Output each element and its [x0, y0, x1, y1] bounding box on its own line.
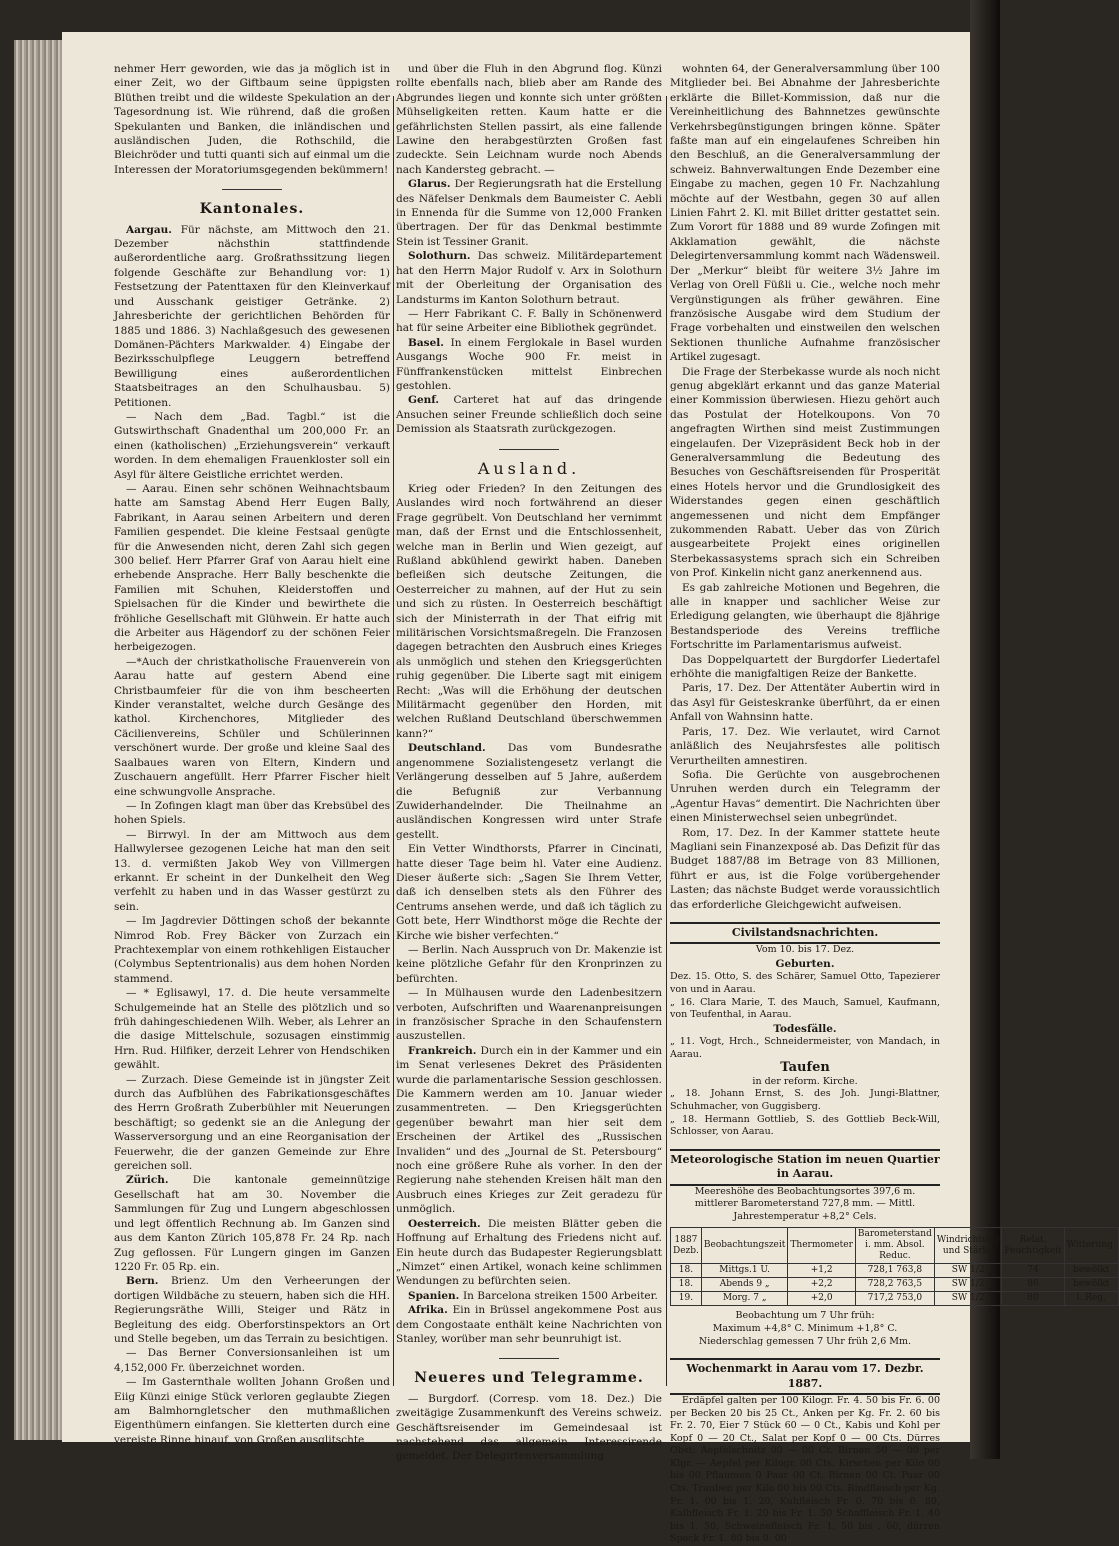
geburt-entry: „ 16. Clara Marie, T. des Mauch, Samuel, Kaufmann, von Teufenthal, in Aarau. [670, 996, 940, 1021]
article-paragraph [396, 393, 662, 436]
article-paragraph [396, 842, 662, 943]
article-lead: Glarus. [408, 178, 455, 191]
article-text: Ein Vetter Windthorsts, Pfarrer in Cincinati, hatte dieser Tage beim hl. Vater eine Audienz. Dieser äußerte sich: „Sagen Sie Ihrem Vetter, daß ich denselben stets als den Führer des Centrums ansehen werde, und daß ich täglich zu Gott bete, Herr Windthorst möge die Rechte der Kirche wie bisher verfechten.“ [396, 843, 662, 942]
weather-cell: SW 1/2 [934, 1278, 1002, 1292]
article-text: wohnten 64, der Generalversammlung über 100 Mitglieder bei. Bei Abnahme der Jahresberichte erklärte die Billet-Kommission, daß nur die Vereinheitlichung des Bahnnetzes gewünschte Verkehrsbegünstigungen bringen könne. Später faßte man auf ein eingelaufenes Schreiben hin den Beschluß, an die Generalversammlung der schweiz. Bahnverwaltungen Ende Dezember eine Eingabe zu machen, gegen 10 Fr. Nachzahlung möchte auf der Westbahn, gegen 30 auf allen Linien Fahrt 2. Kl. mit Billet dritter gestattet sein. Zum Vorort für 1888 und 89 wurde Zofingen mit Akklamation gewählt, die nächste Delegirtenversammlung kommt nach Wädensweil. Der „Merkur“ bleibt für weitere 3½ Jahre im Verlag von Orell Füßli u. Cie., welche noch mehr Vergünstigungen als früher gewähren. Eine französische Ausgabe wird dem Studium der Frage vorbehalten und einstweilen den welschen Sektionen thunliche Aufnahme französischer Artikel zugesagt. [670, 63, 940, 364]
page-stack-edge [14, 40, 64, 1440]
article-text: Paris, 17. Dez. Der Attentäter Aubertin wird in das Asyl für Geisteskranke überführt, da er einen Anfall von Wahnsinn hatte. [670, 682, 940, 724]
weather-cell: 728,2 763,5 [855, 1278, 934, 1292]
wochenmarkt-prices: Erdäpfel galten per 100 Kilogr. Fr. 4. 50 bis Fr. 6. 00 per Becken 20 bis 25 Ct., Anken per Kg. Fr. 2. 60 bis Fr. 2. 70, Eier 7 Stück 60 — 0 Ct., Kabis und Kohl per Kopf 0 — 20 Ct., Salat per Kopf 0 — 00 Cts. Dürres Obst: Aepfelschnitz 00 — 00 Ct. Birnen 50 — 00 per Klgr. — Aepfel per Kilogr. 00 Cts. Kirschen per Kilo 00 bis 00 Pflaumen 0 Paar 00 Ct. Birnen 00 Ct. Paar 00 Cts. Trauben per Kilo 00 bis 00 Cts. Rindfleisch per Kg. Fr. 1. 00 bis 1. 20, Kuhfleisch Fr. 0. 70 bis 0. 80, Kalbfleisch Fr. 1. 20 bis Fr. 1. 50 Schaffleisch Fr. 1. 40 bis 1. 50, Schweinefleisch Fr. 1. 50 bis . 60, dürren Speck Fr. 1. 80 bis 0. 00 [670, 1394, 940, 1545]
weather-cell: l. Reg. [1064, 1292, 1118, 1306]
article-text: Der Regierungsrath hat die Erstellung des Näfelser Denkmals dem Baumeister C. Aebli in Ennenda für die Summe von 12,000 Franken übertragen. Der für das Denkmal bestimmte Stein ist Tessiner Granit. [396, 178, 662, 248]
meteo-note: Niederschlag gemessen 7 Uhr früh 2,6 Mm. [698, 1335, 912, 1347]
article-text: Rom, 17. Dez. In der Kammer stattete heute Magliani sein Finanzexposé ab. Das Defizit für das Budget 1887/88 im Betrage von 83 Millionen, führt er aus, ist die Folge vorübergehender Lasten; das nächste Budget werde voraussichtlich das erforderliche Gleichgewicht aufweisen. [670, 826, 940, 911]
article-lead: Deutschland. [408, 742, 508, 755]
article-text: Durch ein in der Kammer und ein im Senat verlesenes Dekret des Präsidenten wurde die parlamentarische Session geschlossen. Die Kammern werden am 10. Januar wieder zusammentreten. — Den Kriegsgerüchten gegenüber bewahrt man hier seit dem Erscheinen der Artikel des „Russischen Invaliden“ und des „Journal de St. Petersbourg“ noch eine größere Ruhe als vorher. In den der Regierung nahe stehenden Kreisen hält man den Ausbruch eines Krieges zur Zeit geradezu für unmöglich. [396, 1044, 662, 1216]
weather-cell: bewölkt [1064, 1278, 1118, 1292]
article-text: — Birrwyl. In der am Mittwoch aus dem Hallwylersee gezogenen Leiche hat man den seit 13. d. vermißten Jakob Wey von Villmergen erkannt. Er scheint in der Dunkelheit den Weg verfehlt zu haben und in das Wasser gestürzt zu sein. [114, 828, 390, 913]
article-paragraph [396, 943, 662, 986]
article-text: — Das Berner Conversionsanleihen ist um 4,152,000 Fr. überzeichnet worden. [114, 1347, 390, 1374]
weather-cell: bewölkt [1064, 1264, 1118, 1278]
kantonales-articles [114, 223, 390, 1448]
article-text: Die meisten Blätter geben die Hoffnung auf Erhaltung des Friedens nicht auf. Ein heute durch das Budapester Regierungsblatt „Nimzet“ einen Artikel, wonach keine schlimmen Wendungen zu befürchten seien. [396, 1217, 662, 1288]
article-paragraph [114, 482, 390, 655]
article-text: In einem Ferglokale in Basel wurden Ausgangs Woche 900 Fr. meist in Fünffrankenstücken mittelst Einbrechen gestohlen. [396, 336, 663, 392]
civilstand-period: Vom 10. bis 17. Dez. [755, 944, 855, 956]
weather-table-body [671, 1264, 1119, 1306]
article-paragraph [114, 986, 390, 1072]
article-lead: Afrika. [408, 1304, 453, 1317]
weather-table-header [671, 1228, 1119, 1264]
meteo-note: Beobachtung um 7 Uhr früh: [735, 1310, 875, 1322]
weather-table [670, 1227, 1119, 1306]
article-paragraph [396, 1217, 662, 1289]
article-text: — In Zofingen klagt man über das Krebsübel des hohen Spiels. [114, 799, 390, 827]
article-text: Das Doppelquartett der Burgdorfer Liedertafel erhöhte die manigfaltigen Reize der Bankette. [670, 653, 940, 681]
article-paragraph [396, 741, 662, 842]
article-paragraph [114, 1346, 390, 1375]
weather-cell: +1,2 [788, 1264, 856, 1278]
column-rule-1 [393, 96, 394, 1386]
weather-cell: 74 [1002, 1264, 1064, 1278]
article-text: Die Frage der Sterbekasse wurde als noch nicht genug abgeklärt erkannt und das ganze Material einer Kommission überwiesen. Hiezu gehört auch das Postulat der Hotelkoupons. Von 70 angefragten Wirthen sind meist Zustimmungen eingelaufen. Der Vizepräsident Beck hob in der Generalversammlung die Bedeutung des Besuches von Geschäftsreisenden für Prosperität eines Hotels hervor und die Grundlosigkeit des Widerstandes gegen einen geschäftlich angemessenen und nicht dem Empfänger zukommenden Rabatt. Ueber das von Zürich ausgearbeitete Projekt eines originellen Sterbekassasystems sprach sich ein Schreiben von Prof. Kinkelin nicht ganz anerkennend aus. [670, 365, 940, 580]
article-paragraph [396, 1044, 662, 1217]
weather-row [671, 1292, 1119, 1306]
weather-cell: 86 [1002, 1278, 1064, 1292]
ausland-articles [396, 482, 662, 1346]
weather-row [671, 1278, 1119, 1292]
article-text: Das schweiz. Militärdepartement hat den Herrn Major Rudolf v. Arx in Solothurn mit der Oberleitung der Organisation des Landsturms im Kanton Solothurn betraut. [396, 250, 662, 306]
article-text: Die kantonale gemeinnützige Gesellschaft hat am 30. November die Sammlungen für Zug und Lungern abgeschlossen und legt öffentlich Rechnung ab. Im Ganzen sind aus dem Kanton Zürich 105,878 Fr. 24 Rp. nach Zug geflossen. Für Lungern gingen im Ganzen 1220 Fr. 05 Rp. ein. [114, 1174, 390, 1273]
article-paragraph [670, 826, 940, 912]
taufen-label: Taufen [780, 1060, 830, 1076]
weather-header-cell: Barometerstand i. mm. Absol. Reduc. [855, 1228, 934, 1264]
column-2 [396, 62, 663, 1463]
article-text: — Herr Fabrikant C. F. Bally in Schönenwerd hat für seine Arbeiter eine Bibliothek gegründet. [396, 307, 662, 335]
weather-cell: 18. [671, 1264, 702, 1278]
weather-header-cell: 1887 Dezb. [671, 1228, 702, 1264]
meteo-line-1: Meereshöhe des Beobachtungsortes 397,6 m. [694, 1185, 916, 1197]
article-text: In Barcelona streiken 1500 Arbeiter. [462, 1289, 658, 1302]
article-paragraph [114, 223, 390, 410]
todesfaelle-list [670, 1036, 940, 1061]
article-paragraph [670, 768, 940, 826]
article-paragraph [396, 986, 662, 1044]
geburten-label: Geburten. [775, 957, 835, 970]
weather-cell: +2,0 [788, 1292, 856, 1306]
taufe-entry: „ 18. Johann Ernst, S. des Joh. Jungi-Blattner, Schuhmacher, von Guggisberg. [670, 1088, 940, 1112]
article-paragraph [114, 1073, 390, 1174]
article-text: Paris, 17. Dez. Wie verlautet, wird Carnot anläßlich des Neujahrsfestes alle politisch Verurtheilten amnestiren. [670, 725, 940, 767]
article-paragraph [114, 1375, 390, 1447]
meteo-notes [670, 1310, 940, 1348]
article-paragraph [670, 725, 940, 768]
taufen-sub: in der reform. Kirche. [752, 1075, 858, 1087]
meteo-line-2: mittlerer Barometerstand 727,8 mm. — Mittl. Jahrestemperatur +8,2° Cels. [694, 1198, 916, 1222]
wochenmarkt-heading: Wochenmarkt in Aarau vom 17. Dezbr. 1887. [670, 1358, 940, 1395]
article-text: und über die Fluh in den Abgrund flog. Künzi rollte ebenfalls nach, blieb aber am Rande des Abgrundes liegen und konnte sich unter größten Mühseligkeiten retten. Kaum hatte er die gefährlichsten Stellen passirt, als eine fallende Lawine den herabgestürzten Großen fast zudeckte. Sein Leichnam wurde noch Abends nach Kandersteg gebracht. — [396, 63, 662, 176]
article-lead: Basel. [408, 336, 451, 349]
article-text: Krieg oder Frieden? In den Zeitungen des Auslandes wird noch fortwährend an dieser Frage gegrübelt. Von Deutschland her vernimmt man, daß der Ernst und die Entschlossenheit, welche man in Berlin und Wien gezeigt, auf Rußland abkühlend gewirkt haben. Daneben befleißen sich deutsche Zeitungen, die Oesterreicher zu mahnen, auf der Hut zu sein und sich zu rüsten. In Oesterreich beschäftigt sich der Ministerrath in der That eifrig mit militärischen Vorsichtsmaßregeln. Die Franzosen dagegen betrachten den Ausbruch eines Krieges als unmöglich und stehen den Kriegsgerüchten ruhig gegenüber. Die Liberte sagt mit einigem Recht: „Was will die Erhöhung der deutschen Militärmacht gegenüber den Horden, mit welchen Rußland Deutschland überschwemmen kann?“ [396, 482, 662, 740]
weather-cell: +2,2 [788, 1278, 856, 1292]
article-paragraph [114, 1274, 390, 1346]
article-paragraph [396, 482, 662, 741]
weather-header-cell: Relat. Feuchtigkeit [1002, 1228, 1064, 1264]
meteo-note: Maximum +4,8° C. Minimum +1,8° C. [712, 1322, 898, 1334]
article-text: — Aarau. Einen sehr schönen Weihnachtsbaum hatte am Samstag Abend Herr Eugen Bally, Fabrikant, in Aarau seinen Arbeitern und deren Familien gespendet. Die kleine Festsaal genügte für die Anwesenden nicht, deren Zahl sich gegen 300 belief. Herr Pfarrer Graf von Aarau hielt eine erhebende Ansprache. Herr Bally beschenkte die Familien mit Schuhen, Kleiderstoffen und Spielsachen für die Kinder und bewirthete die fröhliche Gesellschaft mit Glühwein. Er hatte auch die Arbeiter aus Hägendorf zu der schönen Feier herbeigezogen. [114, 482, 390, 654]
section-heading-kantonales: Kantonales. [199, 201, 305, 218]
article-lead: Frankreich. [408, 1044, 481, 1057]
article-paragraph [396, 336, 662, 394]
article-lead: Solothurn. [408, 250, 478, 263]
article-paragraph [114, 1173, 390, 1274]
weather-cell: Morg. 7 „ [701, 1292, 787, 1306]
weather-cell: SW 1/2 [934, 1292, 1002, 1306]
article-text: Brienz. Um den Verheerungen der dortigen Wildbäche zu steuern, haben sich die HH. Regierungsräthe Willi, Steiger und Rätz in Begleitung des eidg. Oberforstinspektors an Ort und Stelle begeben, um das Terrain zu besichtigen. [114, 1275, 390, 1345]
article-paragraph [114, 655, 390, 799]
weather-cell: 717,2 753,0 [855, 1292, 934, 1306]
article-paragraph [396, 62, 662, 177]
article-paragraph [114, 799, 390, 828]
weather-cell: 80 [1002, 1292, 1064, 1306]
neueres-paragraph: — Burgdorf. (Corresp. vom 18. Dez.) Die zweitägige Zusammenkunft des Vereins schweiz. Geschäftsreisender im Gemeindesaal ist nachstehend das allgemein Interessirende gemeldet. Der Delegirtenversammlung [396, 1392, 662, 1463]
article-text: Sofia. Die Gerüchte von ausgebrochenen Unruhen werden durch ein Telegramm der „Agentur Havas“ dementirt. Die Nachrichten über einen Ministerwechsel seien unbegründet. [670, 768, 940, 825]
weather-cell: 19. [671, 1292, 702, 1306]
weather-header-cell: Beobachtungszeit [701, 1228, 787, 1264]
article-text: — Im Jagdrevier Döttingen schoß der bekannte Nimrod Rob. Frey Bäcker von Zurzach ein Prachtexemplar von einem rothkehligen Eistaucher (Colymbus Septentrionalis) aus dem hohen Norden stammend. [114, 915, 390, 985]
article-lead: Oesterreich. [408, 1217, 488, 1230]
article-text: — Nach dem „Bad. Tagbl.“ ist die Gutswirthschaft Gnadenthal um 200,000 Fr. an einen (katholischen) „Erziehungsverein“ verkauft worden. In dem ehemaligen Frauenkloster soll ein Asyl für ältere Geistliche errichtet werden. [114, 410, 390, 481]
article-paragraph [114, 914, 390, 986]
separator [222, 189, 282, 190]
telegram-articles [670, 62, 940, 912]
weather-header-cell: Windrichtung und Stärke [934, 1228, 1002, 1264]
article-paragraph [670, 581, 940, 653]
article-paragraph [670, 653, 940, 682]
article-paragraph [670, 62, 940, 365]
article-text: Carteret hat auf das dringende Ansuchen seiner Freunde schließlich doch seine Demission als Staatsrath zurückgezogen. [396, 394, 662, 436]
article-text: Das vom Bundesrathe angenommene Sozialistengesetz verlangt die Verlängerung desselben auf 5 Jahre, außerdem die Befugniß zur Verbannung Zuwiderhandelnder. Die Theilnahme an ausländischen Kongressen wird unter Strafe gestellt. [396, 742, 662, 841]
article-lead: Aargau. [126, 223, 181, 236]
weather-header-cell: Thermometer [788, 1228, 856, 1264]
geburten-list [670, 971, 940, 1021]
article-lead: Bern. [126, 1275, 172, 1288]
geburt-entry: Dez. 15. Otto, S. des Schärer, Samuel Otto, Tapezierer von und in Aarau. [670, 971, 940, 995]
article-lead: Genf. [408, 394, 454, 407]
kantonales-continued [396, 62, 662, 437]
weather-cell: 728,1 763,8 [855, 1264, 934, 1278]
weather-cell: 18. [671, 1278, 702, 1292]
article-text: — * Eglisawyl, 17. d. Die heute versammelte Schulgemeinde hat an Stelle des plötzlich und so früh dahingeschiedenen Wilh. Weber, als Lehrer an die dasige Mittelschule, sozusagen einstimmig Hrn. Rud. Hilfiker, derzeit Lehrer von Hendschiken gewählt. [114, 987, 390, 1072]
civilstand-heading: Civilstandsnachrichten. [670, 922, 940, 944]
article-paragraph [396, 249, 662, 307]
article-paragraph [396, 307, 662, 336]
article-text: — Berlin. Nach Ausspruch von Dr. Makenzie ist keine plötzliche Gefahr für den Kronprinzen zu befürchten. [396, 943, 662, 985]
separator [499, 1358, 559, 1359]
weather-cell: Mittgs.1 U. [701, 1264, 787, 1278]
weather-cell: Abends 9 „ [701, 1278, 787, 1292]
taufen-list [670, 1088, 940, 1138]
article-text: Ein in Brüssel angekommene Post aus dem Congostaate enthält keine Nachrichten von Stanley, worüber man sehr beunruhigt ist. [396, 1304, 663, 1345]
article-lead: Zürich. [126, 1174, 193, 1187]
column-1 [114, 62, 390, 1446]
article-text: Es gab zahlreiche Motionen und Begehren, die alle in knapper und sachlicher Weise zur Erledigung gelangten, wie überhaupt die 8jährige Bestandsperiode des Vereins treffliche Fortschritte im Parlamentarismus aufweist. [670, 581, 940, 652]
weather-cell: SW 1/2 [934, 1264, 1002, 1278]
article-text: — Im Gasternthale wollten Johann Großen und Eiig Künzi einige Stück verloren geglaubte Ziegen am Balmhorngletscher den muthmaßlichen Eigenthümern einfangen. Sie kletterten durch eine vereiste Rinne hinauf, von Großen ausglitschte [114, 1376, 390, 1446]
weather-row [671, 1264, 1119, 1278]
article-text: —*Auch der christkatholische Frauenverein von Aarau hatte auf gestern Abend eine Christbaumfeier für die von ihm bescheerten Kinder veranstaltet, welche durch Gesänge des kathol. Kirchenchores, Mitglieder des Cäcilienvereins, Schüler und Schülerinnen verschönert wurde. Der große und kleine Saal des Saalbaues waren von Eltern, Kindern und Zuschauern angefüllt. Herr Pfarrer Fischer hielt eine schwungvolle Ansprache. [114, 655, 390, 798]
article-paragraph [670, 365, 940, 581]
todesfall-entry: „ 11. Vogt, Hrch., Schneidermeister, von Mandach, in Aarau. [670, 1036, 940, 1060]
separator [499, 449, 559, 450]
article-paragraph [396, 177, 662, 249]
article-paragraph [396, 1289, 662, 1303]
article-paragraph [396, 1303, 662, 1346]
section-heading-neueres: Neueres und Telegramme. [414, 1370, 644, 1387]
intro-paragraph: nehmer Herr geworden, wie das ja möglich ist in einer Zeit, wo der Giftbaum seine üppigsten Blüthen treibt und die wildeste Spekulation an der Tagesordnung ist. Wie rührend, daß die großen Spekulanten und Banken, die inländischen und ausländischen Juden, die Rothschild, die Bleichröder und tutti quanti sich auf einmal um die Interessen der Moratoriumsgegenden bekümmern! [114, 63, 390, 176]
weather-header-cell: Witterung. [1064, 1228, 1118, 1264]
article-lead: Spanien. [408, 1289, 463, 1302]
article-paragraph [114, 410, 390, 482]
todesfaelle-label: Todesfälle. [773, 1022, 837, 1035]
article-paragraph [114, 828, 390, 914]
article-text: — In Mülhausen wurde den Ladenbesitzern verboten, Aufschriften und Waarenanpreisungen in französischer Sprache in den Schaufenstern auszustellen. [396, 987, 662, 1043]
article-text: Für nächste, am Mittwoch den 21. Dezember nächsthin stattfindende außerordentliche aarg. Großrathssitzung liegen folgende Geschäfte zur Behandlung vor: 1) Festsetzung der Patenttaxen für den Kleinverkauf und Ausschank geistiger Getränke. 2) Jahresberichte der gerichtlichen Behörden für 1885 und 1886. 3) Nachlaßgesuch des gewesenen Domänen-Pächters Markwalder. 4) Eingabe der Bezirksschulpflege Leuggern betreffend Bewilligung eines außerordentlichen Staatsbeitrages an den Schulhausbau. 5) Petitionen. [114, 223, 390, 409]
article-text: — Zurzach. Diese Gemeinde ist in jüngster Zeit durch das Aufblühen des Fabrikationsgeschäftes des Herrn Großrath Zuberbühler mit Neuerungen beschäftigt; so gedenkt sie an die Anlegung der Wasserversorgung und an eine Reorganisation der Feuerwehr, die der ganzen Gemeinde zur Ehre gereichen soll. [114, 1073, 390, 1173]
meteo-heading: Meteorologische Station im neuen Quartier in Aarau. [670, 1149, 940, 1186]
taufe-entry: „ 18. Hermann Gottlieb, S. des Gottlieb Beck-Will, Schlosser, von Aarau. [670, 1113, 940, 1138]
section-heading-ausland: Ausland. [477, 458, 581, 478]
article-paragraph [670, 681, 940, 724]
column-rule-2 [666, 96, 667, 1386]
column-3 [670, 62, 1116, 1545]
